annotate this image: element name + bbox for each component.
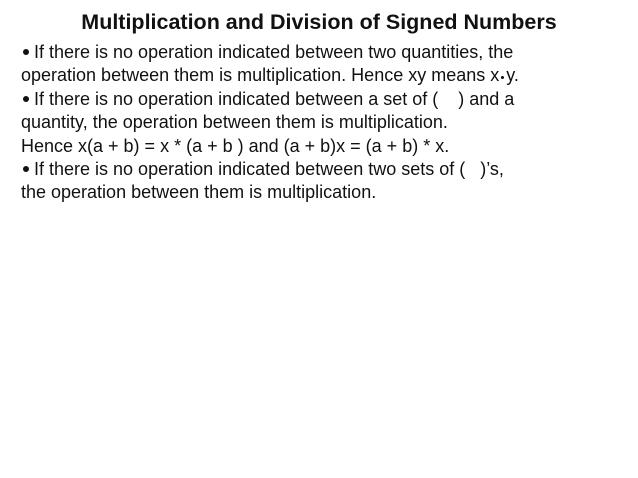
bullet-dot-icon xyxy=(23,49,29,55)
bullet-dot-icon xyxy=(23,166,29,172)
bullet-2-line-1 xyxy=(21,88,633,111)
bullet-1-text-3: y. xyxy=(506,65,519,86)
bullet-2-text-1: If there is no operation indicated between a set of ( ) and a xyxy=(34,88,515,109)
bullet-2-text-2: quantity, the operation between them is multiplication. xyxy=(21,112,448,133)
bullet-2-line-2 xyxy=(21,111,633,134)
bullet-3-line-1 xyxy=(21,158,633,181)
bullet-2-line-3 xyxy=(21,135,633,158)
bullet-1-line-1 xyxy=(21,41,633,64)
bullet-1-text-1: If there is no operation indicated between two quantities, the xyxy=(34,42,514,62)
multiplication-dot-icon xyxy=(501,76,504,79)
bullet-1-text-2: operation between them is multiplication. Hence xy means x xyxy=(21,65,500,86)
bullet-3-line-2 xyxy=(21,181,633,204)
bullet-1-line-2 xyxy=(21,64,633,87)
slide-title: Multiplication and Division of Signed Numbers xyxy=(81,10,557,34)
bullet-3-text-1: If there is no operation indicated between two sets of ( )’s, xyxy=(34,158,504,179)
slide-body xyxy=(21,41,633,205)
bullet-dot-icon xyxy=(23,96,29,102)
bullet-3-text-2: the operation between them is multiplication. xyxy=(21,182,377,203)
bullet-2-text-3: Hence x(a + b) = x * (a + b ) and (a + b)x = (a + b) * x. xyxy=(21,135,450,156)
